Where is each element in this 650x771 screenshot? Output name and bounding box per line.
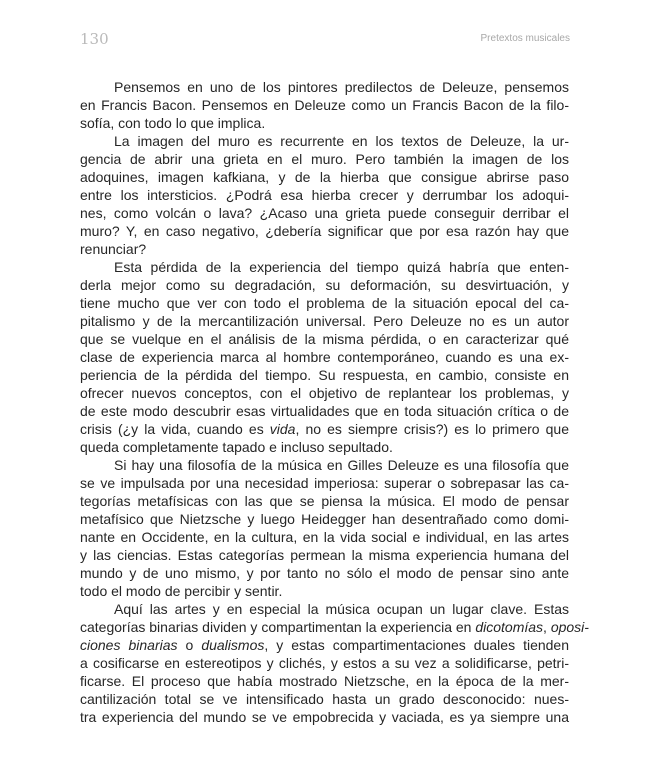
text-segment: o	[177, 637, 202, 653]
text-segment: mundo y de uno mismo, y por tanto no sólo el modo de pensar sino ante	[80, 565, 569, 581]
text-line	[80, 240, 569, 258]
text-line	[80, 654, 569, 672]
text-segment: crisis (¿y la vida, cuando es	[80, 421, 270, 437]
text-segment: , no es siempre crisis?) es lo primero que	[295, 421, 569, 437]
text-segment: metafísico que Nietzsche y luego Heidegger han desentrañado como domi-	[80, 511, 569, 527]
paragraph	[80, 456, 569, 600]
italic-text: oposi-	[550, 619, 589, 635]
text-segment: queda completamente tapado e incluso sepultado.	[80, 439, 393, 455]
text-segment: adoquines, imagen kafkiana, y de la hierba que consigue abrirse paso	[80, 169, 569, 185]
text-line	[80, 312, 569, 330]
text-segment: sofía, con todo lo que implica.	[80, 115, 266, 131]
text-segment: periencia de la pérdida del tiempo. Su respuesta, en cambio, consiste en	[80, 367, 569, 383]
text-line	[80, 294, 569, 312]
running-header: Pretextos musicales	[480, 33, 570, 44]
text-segment: tiene mucho que ver con todo el problema de la situación epocal del ca-	[80, 295, 569, 311]
text-line	[80, 672, 569, 690]
text-line	[80, 456, 569, 474]
text-line	[80, 528, 569, 546]
body-text	[80, 78, 589, 726]
text-line	[80, 474, 569, 492]
text-segment: todo el modo de percibir y sentir.	[80, 583, 283, 599]
text-line	[80, 222, 569, 240]
text-line	[80, 690, 569, 708]
text-line	[80, 420, 569, 438]
text-line	[80, 384, 569, 402]
text-segment: en Francis Bacon. Pensemos en Deleuze como un Francis Bacon de la filo-	[80, 97, 569, 113]
paragraph	[80, 132, 569, 258]
paragraph	[80, 600, 589, 726]
text-segment: clase de experiencia marca al hombre contemporáneo, cuando es una ex-	[80, 349, 569, 365]
text-line	[80, 114, 569, 132]
italic-text: ciones binarias	[80, 637, 178, 653]
text-line	[80, 78, 569, 96]
text-segment: , y estas compartimentaciones duales tienden	[264, 637, 570, 653]
text-line	[80, 96, 569, 114]
text-line	[80, 636, 569, 654]
text-line	[80, 366, 569, 384]
text-segment: La imagen del muro es recurrente en los textos de Deleuze, la ur-	[114, 133, 569, 149]
text-segment: categorías binarias dividen y compartimentan la experiencia en	[80, 619, 476, 635]
text-segment: cantilización total se ve intensificado hasta un grado desconocido: nues-	[80, 691, 569, 707]
text-segment: que se vuelque en el análisis de la misma pérdida, o en caracterizar qué	[80, 331, 569, 347]
text-line	[80, 546, 569, 564]
text-segment: gencia de abrir una grieta en el muro. Pero también la imagen de los	[80, 151, 569, 167]
text-line	[80, 564, 569, 582]
text-line	[80, 402, 569, 420]
text-segment: entre los intersticios. ¿Podrá esa hierba crecer y derrumbar los adoqui-	[80, 187, 569, 203]
text-segment: ficarse. El proceso que había mostrado Nietzsche, en la época de la mer-	[80, 673, 569, 689]
text-segment: se ve impulsada por una necesidad imperiosa: superar o sobrepasar las ca-	[80, 475, 569, 491]
text-segment: nante en Occidente, en la cultura, en la vida social e individual, en las artes	[80, 529, 569, 545]
italic-text: dualismos	[201, 637, 265, 653]
paragraph	[80, 78, 569, 132]
text-line	[80, 186, 569, 204]
text-segment: tegorías metafísicas con las que se piensa la música. El modo de pensar	[80, 493, 569, 509]
italic-text: dicotomías	[475, 619, 544, 635]
text-segment: Pensemos en uno de los pintores predilectos de Deleuze, pensemos	[114, 79, 569, 95]
text-segment: Aquí las artes y en especial la música ocupan un lugar clave. Estas	[114, 601, 569, 617]
text-segment: muro? Y, en caso negativo, ¿debería significar que por esa razón hay que	[80, 223, 569, 239]
text-segment: a cosificarse en estereotipos y clichés, y estos a su vez a solidificarse, petri-	[80, 655, 569, 671]
text-line	[80, 348, 569, 366]
text-line	[80, 204, 569, 222]
text-line	[80, 708, 569, 726]
text-line	[80, 600, 569, 618]
text-line	[80, 168, 569, 186]
text-segment: Si hay una filosofía de la música en Gilles Deleuze es una filosofía que	[114, 457, 569, 473]
text-line	[80, 492, 569, 510]
text-segment: pitalismo y de la mercantilización universal. Pero Deleuze no es un autor	[80, 313, 569, 329]
text-segment: renunciar?	[80, 241, 147, 257]
text-line	[80, 276, 569, 294]
paragraph	[80, 258, 569, 456]
text-segment: tra experiencia del mundo se ve empobrecida y vaciada, es ya siempre una	[80, 709, 569, 725]
text-line	[80, 582, 569, 600]
text-line	[80, 132, 569, 150]
text-segment: y las ciencias. Estas categorías permean la misma experiencia humana del	[80, 547, 569, 563]
text-line	[80, 510, 569, 528]
text-line	[80, 330, 569, 348]
text-segment: derla mejor como su degradación, su deformación, su desvirtuación, y	[80, 277, 569, 293]
text-line	[80, 618, 589, 636]
text-segment: Esta pérdida de la experiencia del tiempo quizá habría que enten-	[114, 259, 569, 275]
text-line	[80, 258, 569, 276]
text-segment: de este modo descubrir esas virtualidades que en toda situación crítica o de	[80, 403, 569, 419]
text-line	[80, 438, 569, 456]
text-segment: nes, como volcán o lava? ¿Acaso una grieta puede conseguir derribar el	[80, 205, 569, 221]
text-segment: ofrecer nuevos conceptos, con el objetivo de replantear los problemas, y	[80, 385, 569, 401]
text-line	[80, 150, 569, 168]
page-number: 130	[80, 30, 109, 48]
text-segment: ,	[543, 619, 551, 635]
italic-text: vida	[269, 421, 296, 437]
